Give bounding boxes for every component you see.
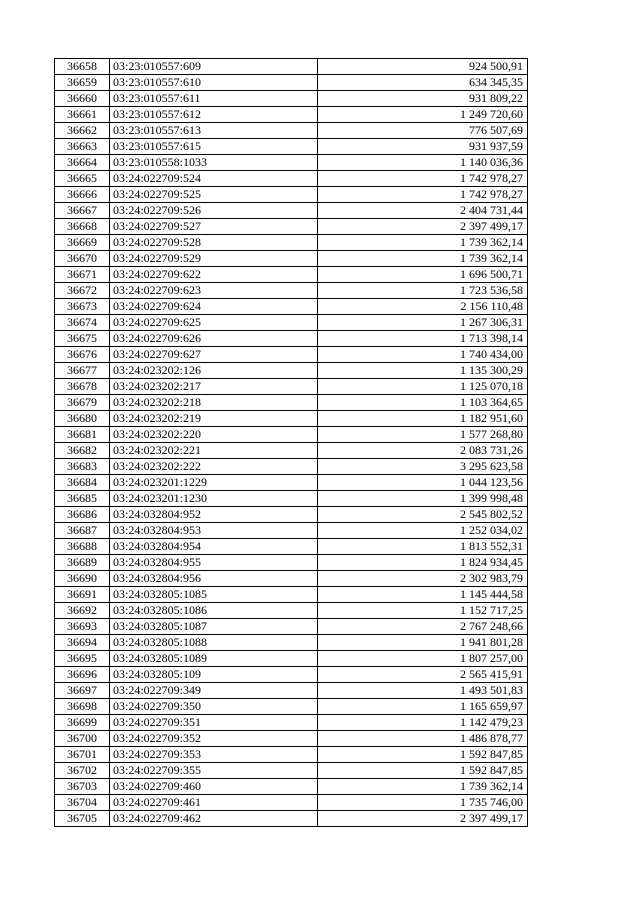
cadastral-number-cell: 03:23:010557:611 bbox=[110, 91, 318, 107]
value-cell: 3 295 623,58 bbox=[318, 459, 528, 475]
table-row bbox=[55, 491, 528, 507]
cadastral-number-cell: 03:24:032804:953 bbox=[110, 523, 318, 539]
cadastral-number-cell: 03:24:032805:1088 bbox=[110, 635, 318, 651]
cadastral-number-cell: 03:24:022709:352 bbox=[110, 731, 318, 747]
value-cell: 1 125 070,18 bbox=[318, 379, 528, 395]
row-number-cell: 36665 bbox=[55, 171, 110, 187]
row-number-cell: 36696 bbox=[55, 667, 110, 683]
row-number-cell: 36692 bbox=[55, 603, 110, 619]
table-row bbox=[55, 315, 528, 331]
row-number-cell: 36669 bbox=[55, 235, 110, 251]
cadastral-number-cell: 03:24:023201:1229 bbox=[110, 475, 318, 491]
row-number-cell: 36694 bbox=[55, 635, 110, 651]
table-row bbox=[55, 427, 528, 443]
cadastral-number-cell: 03:24:032804:952 bbox=[110, 507, 318, 523]
cadastral-number-cell: 03:23:010557:609 bbox=[110, 59, 318, 75]
cadastral-number-cell: 03:23:010557:615 bbox=[110, 139, 318, 155]
value-cell: 776 507,69 bbox=[318, 123, 528, 139]
cadastral-number-cell: 03:24:022709:528 bbox=[110, 235, 318, 251]
row-number-cell: 36658 bbox=[55, 59, 110, 75]
value-cell: 1 813 552,31 bbox=[318, 539, 528, 555]
value-cell: 1 941 801,28 bbox=[318, 635, 528, 651]
table-row bbox=[55, 811, 528, 827]
cadastral-number-cell: 03:24:022709:355 bbox=[110, 763, 318, 779]
row-number-cell: 36701 bbox=[55, 747, 110, 763]
row-number-cell: 36704 bbox=[55, 795, 110, 811]
row-number-cell: 36668 bbox=[55, 219, 110, 235]
cadastral-number-cell: 03:24:022709:624 bbox=[110, 299, 318, 315]
value-cell: 1 696 500,71 bbox=[318, 267, 528, 283]
cadastral-number-cell: 03:24:022709:529 bbox=[110, 251, 318, 267]
row-number-cell: 36661 bbox=[55, 107, 110, 123]
table-row bbox=[55, 75, 528, 91]
row-number-cell: 36698 bbox=[55, 699, 110, 715]
row-number-cell: 36671 bbox=[55, 267, 110, 283]
value-cell: 1 713 398,14 bbox=[318, 331, 528, 347]
table-row bbox=[55, 779, 528, 795]
cadastral-number-cell: 03:24:022709:350 bbox=[110, 699, 318, 715]
value-cell: 2 397 499,17 bbox=[318, 219, 528, 235]
table-row bbox=[55, 395, 528, 411]
table-row bbox=[55, 763, 528, 779]
row-number-cell: 36666 bbox=[55, 187, 110, 203]
row-number-cell: 36670 bbox=[55, 251, 110, 267]
value-cell: 1 577 268,80 bbox=[318, 427, 528, 443]
row-number-cell: 36688 bbox=[55, 539, 110, 555]
value-cell: 1 152 717,25 bbox=[318, 603, 528, 619]
row-number-cell: 36667 bbox=[55, 203, 110, 219]
row-number-cell: 36683 bbox=[55, 459, 110, 475]
row-number-cell: 36664 bbox=[55, 155, 110, 171]
table-row bbox=[55, 651, 528, 667]
table-row bbox=[55, 59, 528, 75]
value-cell: 924 500,91 bbox=[318, 59, 528, 75]
row-number-cell: 36678 bbox=[55, 379, 110, 395]
cadastral-number-cell: 03:23:010557:613 bbox=[110, 123, 318, 139]
cadastral-number-cell: 03:24:023201:1230 bbox=[110, 491, 318, 507]
value-cell: 2 404 731,44 bbox=[318, 203, 528, 219]
table-row bbox=[55, 203, 528, 219]
row-number-cell: 36699 bbox=[55, 715, 110, 731]
table-row bbox=[55, 235, 528, 251]
row-number-cell: 36697 bbox=[55, 683, 110, 699]
cadastral-number-cell: 03:24:023202:220 bbox=[110, 427, 318, 443]
value-cell: 1 399 998,48 bbox=[318, 491, 528, 507]
table-row bbox=[55, 107, 528, 123]
cadastral-number-cell: 03:24:032804:955 bbox=[110, 555, 318, 571]
value-cell: 1 135 300,29 bbox=[318, 363, 528, 379]
row-number-cell: 36700 bbox=[55, 731, 110, 747]
cadastral-number-cell: 03:24:023202:126 bbox=[110, 363, 318, 379]
cadastral-number-cell: 03:24:023202:222 bbox=[110, 459, 318, 475]
cadastral-number-cell: 03:24:022709:623 bbox=[110, 283, 318, 299]
table-row bbox=[55, 587, 528, 603]
table-row bbox=[55, 139, 528, 155]
cadastral-number-cell: 03:24:022709:524 bbox=[110, 171, 318, 187]
row-number-cell: 36676 bbox=[55, 347, 110, 363]
row-number-cell: 36705 bbox=[55, 811, 110, 827]
row-number-cell: 36662 bbox=[55, 123, 110, 139]
row-number-cell: 36679 bbox=[55, 395, 110, 411]
row-number-cell: 36659 bbox=[55, 75, 110, 91]
cadastral-number-cell: 03:24:022709:627 bbox=[110, 347, 318, 363]
cadastral-number-cell: 03:24:022709:625 bbox=[110, 315, 318, 331]
row-number-cell: 36660 bbox=[55, 91, 110, 107]
value-cell: 1 142 479,23 bbox=[318, 715, 528, 731]
value-cell: 1 493 501,83 bbox=[318, 683, 528, 699]
table-row bbox=[55, 475, 528, 491]
value-cell: 1 249 720,60 bbox=[318, 107, 528, 123]
row-number-cell: 36677 bbox=[55, 363, 110, 379]
table-row bbox=[55, 635, 528, 651]
value-cell: 1 735 746,00 bbox=[318, 795, 528, 811]
cadastral-number-cell: 03:24:022709:527 bbox=[110, 219, 318, 235]
cadastral-number-cell: 03:24:022709:526 bbox=[110, 203, 318, 219]
table-row bbox=[55, 251, 528, 267]
row-number-cell: 36672 bbox=[55, 283, 110, 299]
cadastral-number-cell: 03:24:023202:218 bbox=[110, 395, 318, 411]
cadastral-number-cell: 03:24:032804:956 bbox=[110, 571, 318, 587]
row-number-cell: 36703 bbox=[55, 779, 110, 795]
value-cell: 931 937,59 bbox=[318, 139, 528, 155]
value-cell: 1 739 362,14 bbox=[318, 251, 528, 267]
value-cell: 1 103 364,65 bbox=[318, 395, 528, 411]
row-number-cell: 36702 bbox=[55, 763, 110, 779]
value-cell: 2 545 802,52 bbox=[318, 507, 528, 523]
table-row bbox=[55, 571, 528, 587]
table-row bbox=[55, 91, 528, 107]
cadastral-number-cell: 03:23:010557:610 bbox=[110, 75, 318, 91]
cadastral-number-cell: 03:24:022709:353 bbox=[110, 747, 318, 763]
table-row bbox=[55, 459, 528, 475]
value-cell: 2 083 731,26 bbox=[318, 443, 528, 459]
cadastral-number-cell: 03:24:032805:1087 bbox=[110, 619, 318, 635]
cadastral-number-cell: 03:24:022709:461 bbox=[110, 795, 318, 811]
table-row bbox=[55, 443, 528, 459]
table-row bbox=[55, 171, 528, 187]
table-row bbox=[55, 683, 528, 699]
value-cell: 2 156 110,48 bbox=[318, 299, 528, 315]
cadastral-number-cell: 03:24:032805:1089 bbox=[110, 651, 318, 667]
table-row bbox=[55, 667, 528, 683]
row-number-cell: 36663 bbox=[55, 139, 110, 155]
cadastral-number-cell: 03:24:023202:221 bbox=[110, 443, 318, 459]
cadastral-number-cell: 03:24:023202:219 bbox=[110, 411, 318, 427]
table-row bbox=[55, 267, 528, 283]
value-cell: 634 345,35 bbox=[318, 75, 528, 91]
table-row bbox=[55, 603, 528, 619]
value-cell: 2 397 499,17 bbox=[318, 811, 528, 827]
table-row bbox=[55, 331, 528, 347]
cadastral-number-cell: 03:24:022709:460 bbox=[110, 779, 318, 795]
cadastral-number-cell: 03:24:023202:217 bbox=[110, 379, 318, 395]
table-row bbox=[55, 507, 528, 523]
value-cell: 1 824 934,45 bbox=[318, 555, 528, 571]
value-cell: 1 165 659,97 bbox=[318, 699, 528, 715]
value-cell: 1 740 434,00 bbox=[318, 347, 528, 363]
value-cell: 1 592 847,85 bbox=[318, 763, 528, 779]
row-number-cell: 36680 bbox=[55, 411, 110, 427]
value-cell: 1 807 257,00 bbox=[318, 651, 528, 667]
row-number-cell: 36693 bbox=[55, 619, 110, 635]
value-cell: 1 486 878,77 bbox=[318, 731, 528, 747]
value-cell: 2 767 248,66 bbox=[318, 619, 528, 635]
row-number-cell: 36695 bbox=[55, 651, 110, 667]
row-number-cell: 36690 bbox=[55, 571, 110, 587]
cadastral-number-cell: 03:24:022709:626 bbox=[110, 331, 318, 347]
value-cell: 2 565 415,91 bbox=[318, 667, 528, 683]
cadastral-number-cell: 03:24:022709:622 bbox=[110, 267, 318, 283]
table-row bbox=[55, 363, 528, 379]
value-cell: 1 742 978,27 bbox=[318, 187, 528, 203]
table-row bbox=[55, 283, 528, 299]
table-row bbox=[55, 731, 528, 747]
table-row bbox=[55, 123, 528, 139]
cadastral-number-cell: 03:23:010557:612 bbox=[110, 107, 318, 123]
table-row bbox=[55, 523, 528, 539]
row-number-cell: 36674 bbox=[55, 315, 110, 331]
value-cell: 1 267 306,31 bbox=[318, 315, 528, 331]
table-row bbox=[55, 715, 528, 731]
value-cell: 2 302 983,79 bbox=[318, 571, 528, 587]
table-row bbox=[55, 299, 528, 315]
cadastral-number-cell: 03:24:022709:349 bbox=[110, 683, 318, 699]
value-cell: 1 182 951,60 bbox=[318, 411, 528, 427]
table-row bbox=[55, 619, 528, 635]
table-row bbox=[55, 699, 528, 715]
row-number-cell: 36682 bbox=[55, 443, 110, 459]
value-cell: 931 809,22 bbox=[318, 91, 528, 107]
cadastral-number-cell: 03:24:032805:1085 bbox=[110, 587, 318, 603]
row-number-cell: 36673 bbox=[55, 299, 110, 315]
row-number-cell: 36687 bbox=[55, 523, 110, 539]
table-row bbox=[55, 219, 528, 235]
value-cell: 1 723 536,58 bbox=[318, 283, 528, 299]
table-row bbox=[55, 411, 528, 427]
row-number-cell: 36675 bbox=[55, 331, 110, 347]
cadastral-value-table bbox=[54, 58, 528, 827]
value-cell: 1 739 362,14 bbox=[318, 235, 528, 251]
value-cell: 1 145 444,58 bbox=[318, 587, 528, 603]
row-number-cell: 36686 bbox=[55, 507, 110, 523]
table-row bbox=[55, 747, 528, 763]
table-body bbox=[55, 59, 528, 827]
cadastral-number-cell: 03:24:032805:1086 bbox=[110, 603, 318, 619]
cadastral-number-cell: 03:24:022709:351 bbox=[110, 715, 318, 731]
table-row bbox=[55, 555, 528, 571]
value-cell: 1 140 036,36 bbox=[318, 155, 528, 171]
cadastral-number-cell: 03:24:022709:525 bbox=[110, 187, 318, 203]
value-cell: 1 044 123,56 bbox=[318, 475, 528, 491]
value-cell: 1 739 362,14 bbox=[318, 779, 528, 795]
table-row bbox=[55, 379, 528, 395]
row-number-cell: 36691 bbox=[55, 587, 110, 603]
value-cell: 1 742 978,27 bbox=[318, 171, 528, 187]
cadastral-number-cell: 03:24:032805:109 bbox=[110, 667, 318, 683]
table-row bbox=[55, 539, 528, 555]
cadastral-number-cell: 03:24:032804:954 bbox=[110, 539, 318, 555]
row-number-cell: 36689 bbox=[55, 555, 110, 571]
value-cell: 1 252 034,02 bbox=[318, 523, 528, 539]
value-cell: 1 592 847,85 bbox=[318, 747, 528, 763]
table-row bbox=[55, 155, 528, 171]
row-number-cell: 36685 bbox=[55, 491, 110, 507]
cadastral-number-cell: 03:23:010558:1033 bbox=[110, 155, 318, 171]
cadastral-number-cell: 03:24:022709:462 bbox=[110, 811, 318, 827]
row-number-cell: 36681 bbox=[55, 427, 110, 443]
table-row bbox=[55, 347, 528, 363]
table-row bbox=[55, 795, 528, 811]
table-row bbox=[55, 187, 528, 203]
row-number-cell: 36684 bbox=[55, 475, 110, 491]
